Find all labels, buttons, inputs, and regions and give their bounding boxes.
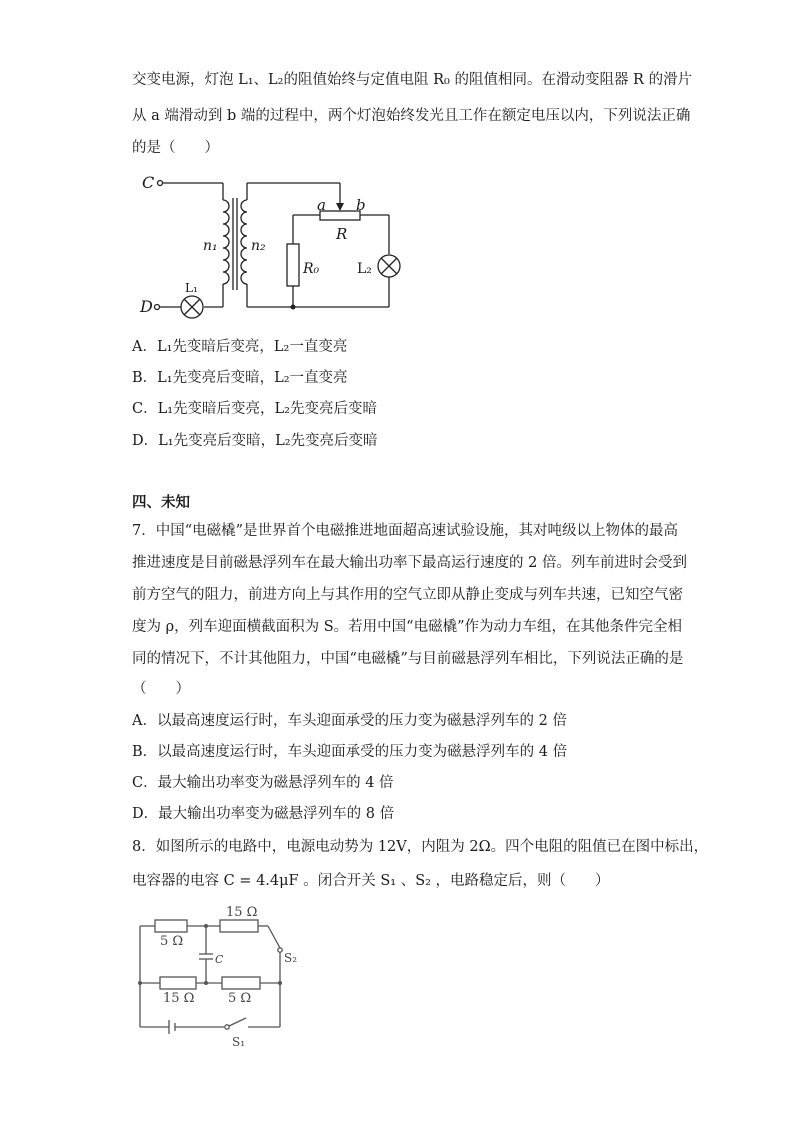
q8-label-S1: S₁ <box>232 1035 246 1049</box>
q6-label-L1: L₁ <box>185 281 198 295</box>
q7-line-3: 前方空气的阻力，前进方向上与其作用的空气立即从静止变成与列车共速，已知空气密 <box>132 587 683 603</box>
q7-line-4: 度为 ρ，列车迎面横截面积为 S。若用中国“电磁橇”作为动力车组，在其他条件完全相 <box>132 619 682 635</box>
q6-label-R0: R₀ <box>303 261 320 277</box>
q6-label-L2: L₂ <box>357 261 372 277</box>
q6-label-b: b <box>356 196 366 214</box>
q6-intro-line-1: 交变电源，灯泡 L₁、L₂的阻值始终与定值电阻 R₀ 的阻值相同。在滑动变阻器 R 的滑片 <box>132 72 693 88</box>
q7-choice-b: B．以最高速度运行时，车头迎面承受的压力变为磁悬浮列车的 4 倍 <box>132 744 568 760</box>
q8-line-1: 8．如图所示的电路中，电源电动势为 12V，内阻为 2Ω。四个电阻的阻值已在图中标出， <box>132 839 709 855</box>
q6-choice-c: C．L₁先变暗后变亮，L₂先变亮后变暗 <box>132 401 377 417</box>
q8-label-r-top-left: 5 Ω <box>160 934 184 949</box>
q7-choice-a: A．以最高速度运行时，车头迎面承受的压力变为磁悬浮列车的 2 倍 <box>132 713 567 729</box>
q6-intro-line-2: 从 a 端滑动到 b 端的过程中，两个灯泡始终发光且工作在额定电压以内，下列说法正确 <box>132 108 691 124</box>
q6-choice-d: D．L₁先变亮后变暗，L₂先变亮后变暗 <box>132 433 378 449</box>
q6-label-C: C <box>142 173 155 192</box>
q6-label-R: R <box>336 225 348 243</box>
q6-label-n1: n₁ <box>203 238 218 254</box>
q8-line-2: 电容器的电容 C = 4.4μF 。闭合开关 S₁ 、S₂ ，电路稳定后，则（ ） <box>132 873 610 889</box>
q8-label-r-bot-left: 15 Ω <box>163 991 195 1006</box>
q6-label-n2: n₂ <box>251 238 266 254</box>
section-title: 四、未知 <box>132 494 190 511</box>
q8-label-C: C <box>215 953 224 966</box>
q7-choice-c: C．最大输出功率变为磁悬浮列车的 4 倍 <box>132 775 394 791</box>
q7-choice-d: D．最大输出功率变为磁悬浮列车的 8 倍 <box>132 806 395 822</box>
q6-label-D: D <box>140 297 153 316</box>
q7-line-6: （ ） <box>132 681 190 697</box>
q7-line-2: 推进速度是目前磁悬浮列车在最大输出功率下最高运行速度的 2 倍。列车前进时会受到 <box>132 555 687 571</box>
q6-intro-line-3: 的是（ ） <box>132 140 219 156</box>
q6-choice-a: A．L₁先变暗后变亮，L₂一直变亮 <box>132 339 348 355</box>
q8-label-r-bot-right: 5 Ω <box>228 991 252 1006</box>
q6-choice-b: B．L₁先变亮后变暗，L₂一直变亮 <box>132 370 348 386</box>
q8-label-S2: S₂ <box>284 951 298 965</box>
q8-label-r-top-right: 15 Ω <box>226 905 258 920</box>
q7-line-5: 同的情况下，不计其他阻力，中国“电磁橇”与目前磁悬浮列车相比，下列说法正确的是 <box>132 651 684 667</box>
q7-line-1: 7．中国“电磁橇”是世界首个电磁推进地面超高速试验设施，其对吨级以上物体的最高 <box>132 523 679 539</box>
q6-label-a: a <box>317 196 326 214</box>
